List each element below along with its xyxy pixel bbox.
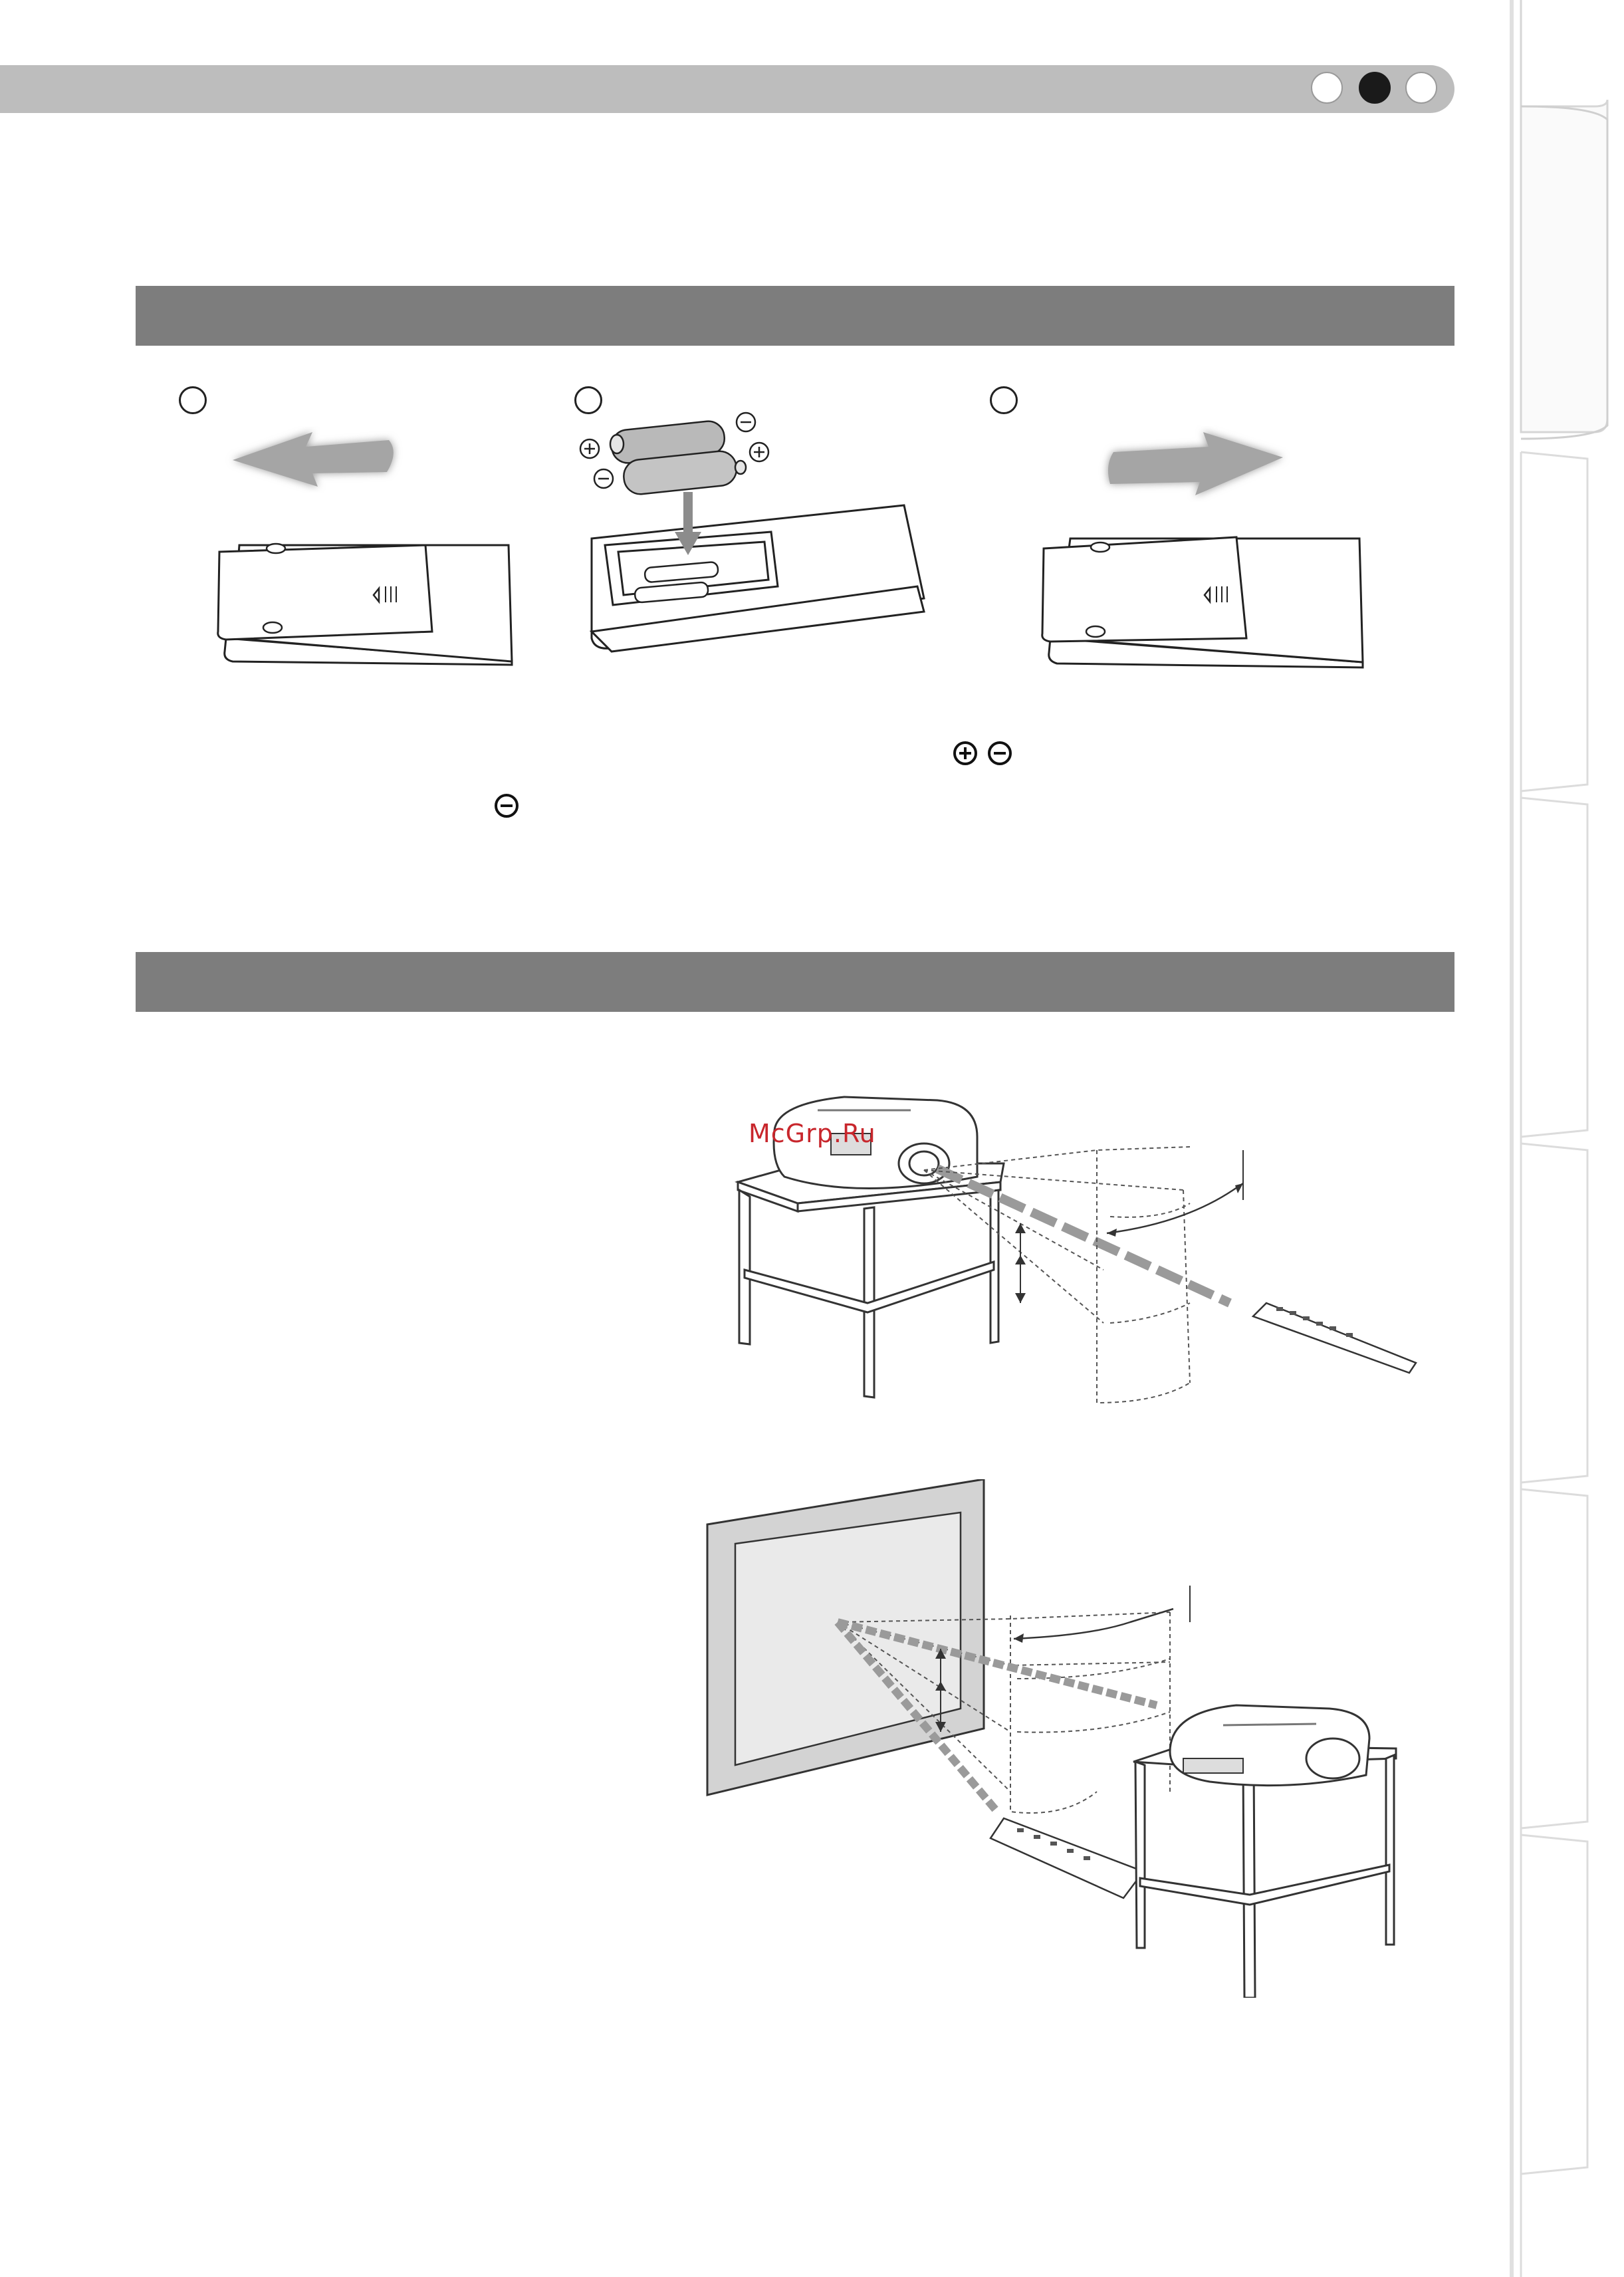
battery-insert-illustration <box>572 406 944 671</box>
side-tab-strip <box>1508 0 1624 2277</box>
watermark-text: McGrp.Ru <box>749 1119 876 1148</box>
remote-cover-open-illustration <box>199 412 532 671</box>
remote-cover-close-illustration <box>1024 412 1383 678</box>
plus-circle-icon <box>580 439 599 458</box>
page-indicator-dot-1 <box>1311 72 1343 104</box>
page-indicator-dot-2 <box>1359 72 1391 104</box>
screen-reflection-illustration <box>705 1479 1409 1998</box>
minus-circle-icon <box>986 740 1013 767</box>
plus-circle-icon <box>750 443 768 461</box>
section-header-bar-1 <box>136 286 1454 346</box>
step-marker-3 <box>990 386 1018 414</box>
minus-circle-icon <box>594 469 613 488</box>
header-bar <box>0 65 1454 113</box>
minus-circle-icon <box>737 413 755 431</box>
step-marker-1 <box>179 386 207 414</box>
minus-circle-icon <box>493 792 520 819</box>
plus-circle-icon <box>952 740 979 767</box>
section-header-bar-2 <box>136 952 1454 1012</box>
page-indicator-dot-3 <box>1405 72 1437 104</box>
